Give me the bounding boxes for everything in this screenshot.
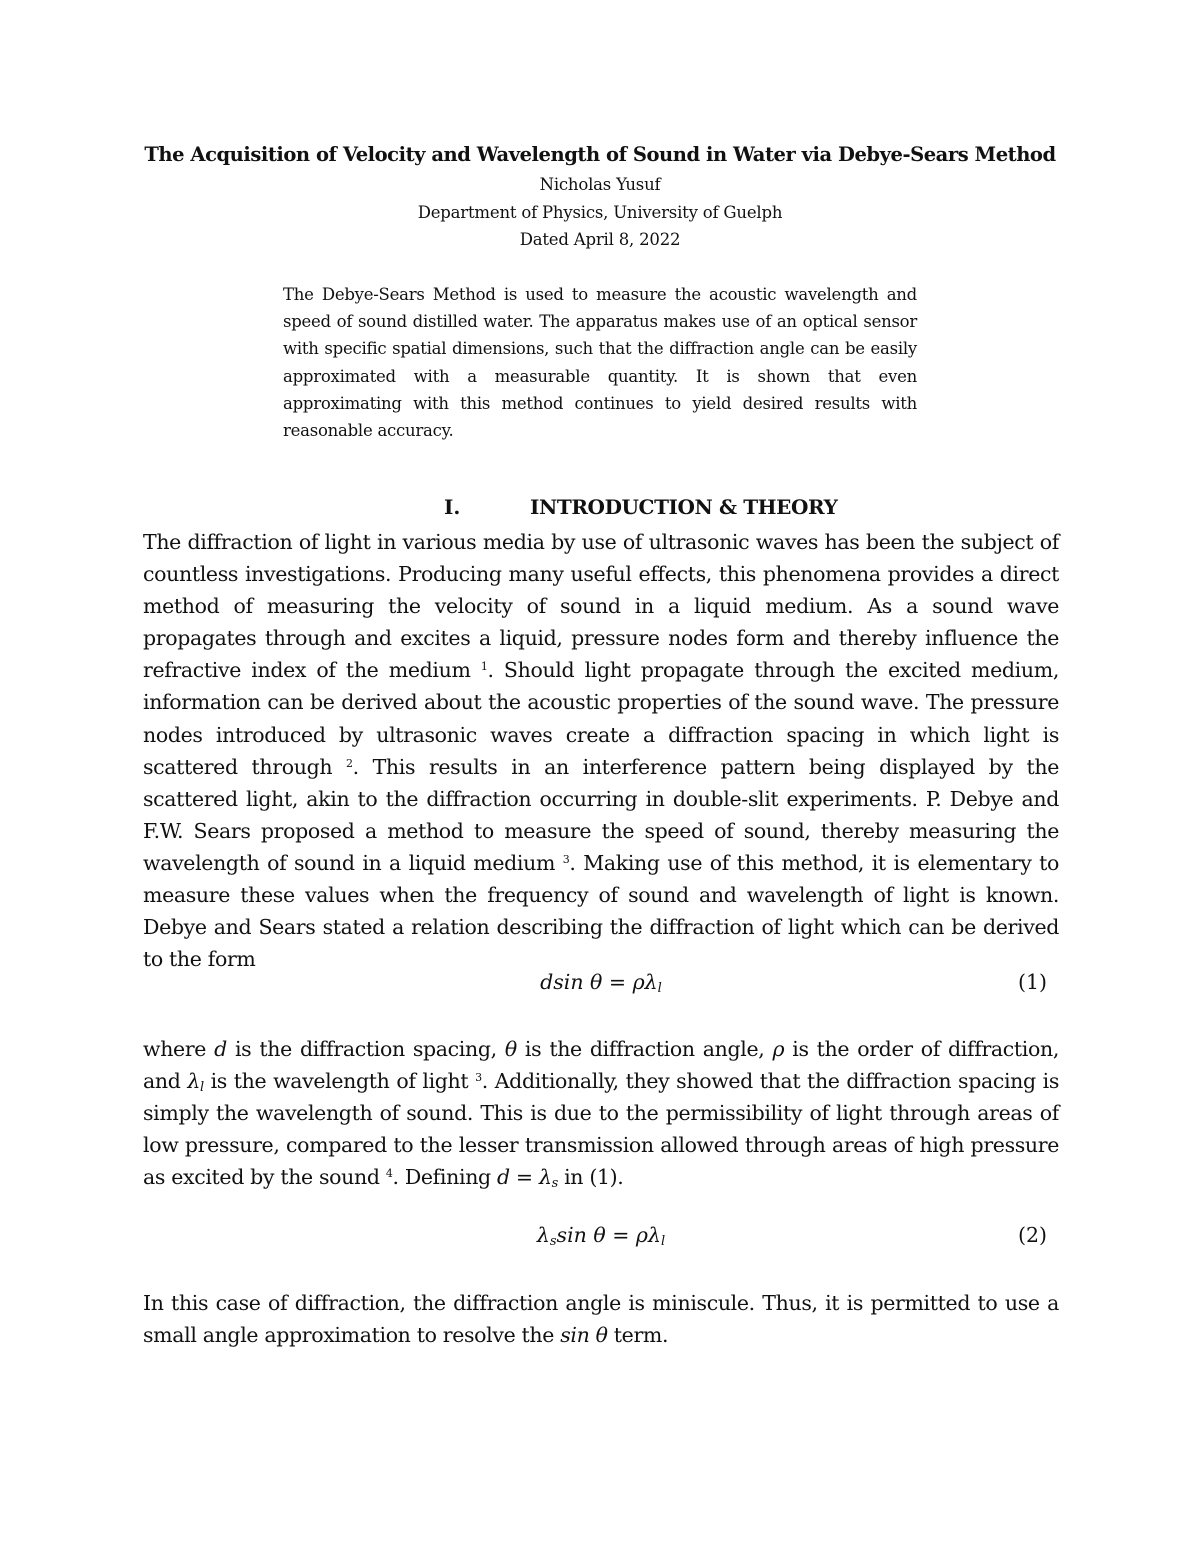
- citation-ref: 3: [562, 852, 570, 866]
- text-run: The diffraction of light in various media by use of ultrasonic waves has been the subject of countless investigations. Producing many useful effects, this phenomena provides a direct method of measuring the velocity of sound in a liquid medium. As a sound wave propagates through and excites a liquid, pressure nodes form and thereby influence the refractive index of the medium: [143, 530, 1059, 683]
- paper-title: The Acquisition of Velocity and Wavelength of Sound in Water via Debye-Sears Method: [144, 143, 1056, 166]
- equation-2: [143, 1223, 1059, 1253]
- equation-expression: $\lambda_s\sin$ $\theta = \rho\lambda_l$: [536, 1223, 666, 1249]
- citation-ref: 2: [345, 756, 353, 770]
- math-symbol: λ: [187, 1069, 200, 1094]
- math-symbol: d: [214, 1037, 227, 1061]
- intro-paragraph: [143, 526, 1059, 975]
- math-symbol: ρ: [772, 1037, 785, 1061]
- math-symbol: λ: [538, 1165, 552, 1190]
- author-name: Nicholas Yusuf: [539, 175, 661, 194]
- math-symbol: sin θ: [560, 1323, 608, 1348]
- definitions-paragraph: where d is the diffraction spacing, θ is the diffraction angle, ρ is the order of diffraction, and $\lambda_l$ is the wavelength of light $^3$. Additionally, they showed that the diffraction spacing is simply the wavelength of sound. This is due to the permissibility of light through areas of low pressure, compared to the lesser transmission allowed through areas of high pressure as excited by the sound $^4$. Defining $d = \lambda_s$ in (1).: [143, 1037, 1060, 1192]
- approximation-paragraph: In this case of diffraction, the diffraction angle is miniscule. Thus, it is permitted to use a small angle approximation to resolve the sin θ term.: [143, 1291, 1059, 1348]
- text-run: . Making use of this method, it is elementary to measure these values when the frequency of sound and wavelength of light is known. Debye and Sears stated a relation describing the diffraction of light which can be derived to the form: [143, 850, 1060, 972]
- math-symbol: d: [496, 1165, 510, 1190]
- abstract: The Debye-Sears Method is used to measure the acoustic wavelength and speed of sound distilled water. The apparatus makes use of an optical sensor with specific spatial dimensions, such that the diffraction angle can be easily approximated with a measurable quantity. It is shown that even approximating with this method continues to yield desired results with reasonable accuracy.: [283, 285, 917, 441]
- affiliation: Department of Physics, University of Guelph: [417, 203, 783, 222]
- equation-number: (2): [1017, 1223, 1047, 1247]
- section-title: INTRODUCTION & THEORY: [530, 495, 838, 519]
- math-symbol: θ: [504, 1037, 517, 1061]
- equation-1: [143, 970, 1059, 1000]
- date-line: Dated April 8, 2022: [519, 230, 681, 249]
- section-number: I.: [444, 495, 461, 519]
- citation-ref: 1: [480, 660, 488, 674]
- equation-number: (1): [1017, 970, 1047, 994]
- citation-ref: 4: [385, 1167, 393, 1181]
- text-run: . Should light propagate through the excited medium, information can be derived about the acoustic properties of the sound wave. The pressure nodes introduced by ultrasonic waves create a diffraction spacing in which light is scattered through: [143, 658, 1059, 779]
- text-run: . This results in an interference pattern being displayed by the scattered light, akin to the diffraction occurring in double-slit experiments. P. Debye and F.W. Sears proposed a method to measure the speed of sound, thereby measuring the wavelength of sound in a liquid medium: [143, 754, 1059, 875]
- equation-expression: dsin $\theta = \rho\lambda_l$: [540, 970, 662, 996]
- citation-ref: 3: [475, 1071, 482, 1085]
